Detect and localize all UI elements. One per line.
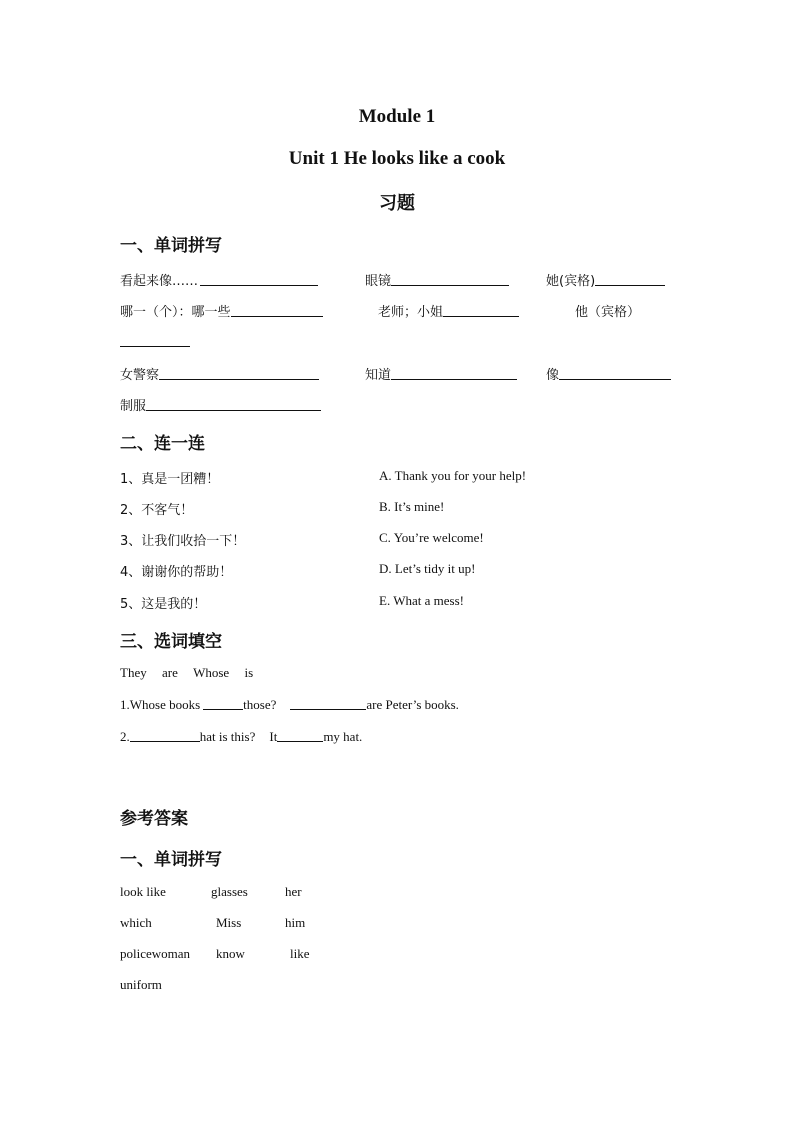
match-left-item: 1、真是一团糟！	[120, 472, 220, 487]
answer-word: like	[290, 946, 310, 961]
vocab-label: 女警察	[120, 368, 160, 383]
word-bank-item: They	[120, 665, 147, 680]
answer-blank[interactable]	[559, 366, 671, 380]
word-bank	[120, 665, 253, 681]
vocab-label: 眼镜	[365, 274, 392, 289]
vocab-item	[575, 301, 640, 320]
answer-blank[interactable]	[130, 728, 200, 742]
match-left-item: 5、这是我的！	[120, 597, 207, 612]
section2-heading: 二、连一连	[120, 434, 205, 454]
vocab-item	[546, 270, 665, 289]
vocab-label: 制服	[120, 399, 147, 414]
answer-blank[interactable]	[146, 397, 321, 411]
vocab-label: 老师；小姐	[378, 305, 444, 320]
section3-heading: 三、选词填空	[120, 632, 222, 652]
word-bank-item: is	[244, 665, 254, 680]
vocab-label: 看起来像……	[120, 274, 199, 289]
answer-blank[interactable]	[200, 272, 318, 286]
match-left-item: 4、谢谢你的帮助！	[120, 565, 233, 580]
exercises-title: 习题	[379, 193, 415, 214]
vocab-item	[120, 395, 321, 414]
answer-word: policewoman	[120, 946, 191, 961]
match-right-item: E. What a mess!	[379, 593, 464, 608]
answer-blank[interactable]	[159, 366, 319, 380]
answer-blank[interactable]	[231, 303, 323, 317]
match-right-item: D. Let’s tidy it up!	[379, 561, 476, 576]
question-text: 2.	[120, 729, 130, 744]
module-title: Module 1	[358, 106, 436, 127]
answer-blank[interactable]	[391, 366, 517, 380]
vocab-label: 知道	[365, 368, 392, 383]
vocab-item	[378, 301, 519, 320]
vocab-item-continued	[120, 333, 190, 350]
answers-heading: 参考答案	[120, 809, 188, 829]
section1-heading: 一、单词拼写	[120, 236, 222, 256]
vocab-label: 他（宾格）	[575, 305, 641, 320]
answer-word: glasses	[211, 884, 248, 899]
question-text: my hat.	[323, 729, 363, 744]
vocab-label: 哪一（个）：哪一些	[120, 305, 231, 320]
word-bank-item: are	[161, 665, 178, 680]
question-text: It	[269, 729, 278, 744]
answer-word: her	[285, 884, 302, 899]
answer-blank[interactable]	[120, 333, 190, 347]
question-text: 1.Whose books	[120, 697, 201, 712]
vocab-item	[120, 364, 319, 383]
fill-question-2	[120, 728, 362, 745]
answer-word: Miss	[216, 915, 242, 930]
match-right-item: B. It’s mine!	[379, 499, 445, 514]
answer-blank[interactable]	[277, 728, 323, 742]
question-text: are Peter’s books.	[366, 697, 459, 712]
answer-word: look like	[120, 884, 166, 899]
vocab-item	[120, 301, 323, 320]
answer-blank[interactable]	[443, 303, 519, 317]
question-text: those?	[243, 697, 277, 712]
match-right-item: A. Thank you for your help!	[379, 468, 527, 483]
answer-word: him	[285, 915, 306, 930]
answer-word: uniform	[120, 977, 162, 992]
answer-blank[interactable]	[203, 696, 243, 710]
answer-blank[interactable]	[290, 696, 366, 710]
match-left-item: 3、让我们收拾一下！	[120, 534, 246, 549]
vocab-label: 她(宾格)	[546, 274, 596, 289]
question-text: hat is this?	[199, 729, 256, 744]
answer-word: which	[120, 915, 152, 930]
answer-word: know	[216, 946, 245, 961]
unit-title: Unit 1 He looks like a cook	[288, 148, 506, 169]
word-bank-item: Whose	[193, 665, 230, 680]
answer-blank[interactable]	[595, 272, 665, 286]
vocab-item	[120, 270, 318, 289]
fill-question-1	[120, 696, 459, 713]
match-right-item: C. You’re welcome!	[379, 530, 484, 545]
vocab-item	[365, 270, 509, 289]
match-left-item: 2、不客气！	[120, 503, 194, 518]
vocab-item	[365, 364, 517, 383]
answers-section-heading: 一、单词拼写	[120, 850, 222, 870]
vocab-label: 像	[546, 368, 560, 383]
vocab-item	[546, 364, 671, 383]
answer-blank[interactable]	[391, 272, 509, 286]
